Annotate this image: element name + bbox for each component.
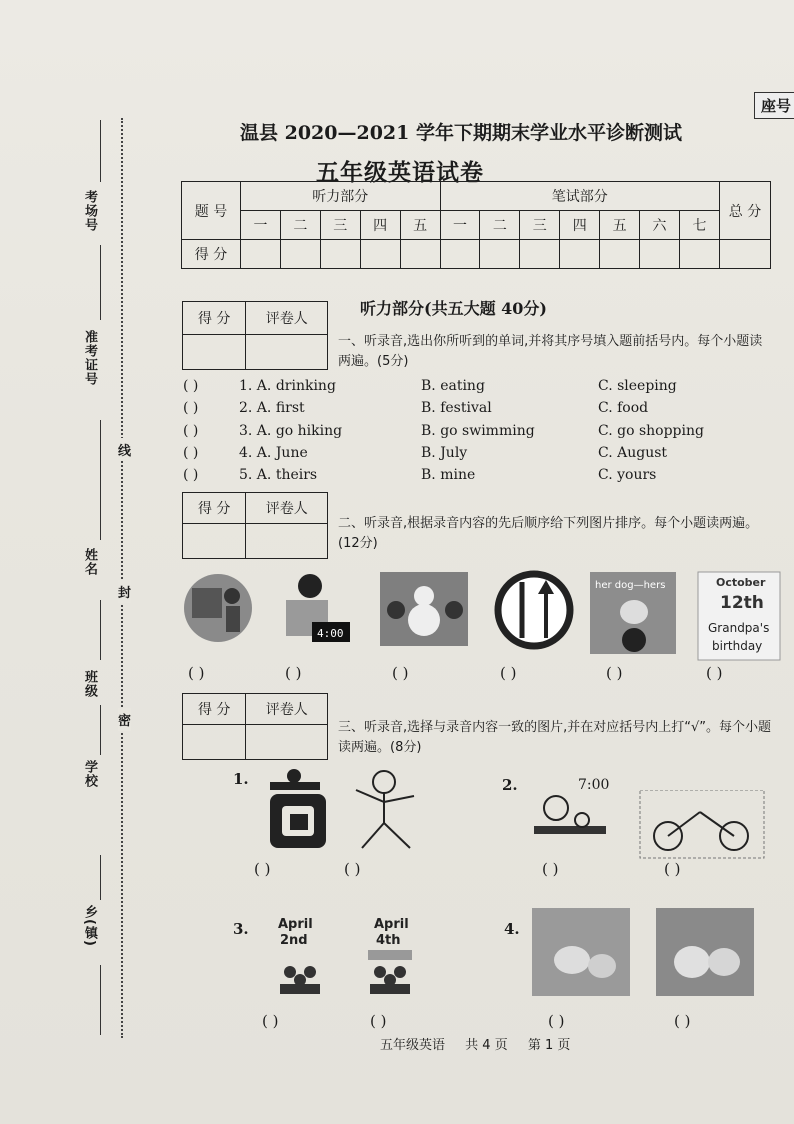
q3-date1-month: April [278, 917, 313, 932]
part2-answer-paren-1[interactable]: ( ) [188, 664, 205, 682]
class-blank [100, 600, 101, 660]
option-a: 1. A. drinking [239, 378, 336, 394]
exam-subtitle: 五年级英语试卷 [316, 159, 484, 186]
score-table-num: 一 [241, 211, 281, 240]
part2-pictures [182, 566, 782, 662]
option-c: C. yours [598, 467, 657, 483]
part3-q4-paren-b[interactable]: ( ) [674, 1012, 691, 1030]
option-b: B. eating [421, 378, 485, 394]
score-table-num: 一 [440, 211, 480, 240]
school-blank [100, 705, 101, 755]
score-cell[interactable] [480, 240, 520, 269]
animals-picture-a [532, 908, 630, 996]
part2-answer-paren-5[interactable]: ( ) [606, 664, 623, 682]
name-label: 姓名 [82, 548, 97, 576]
part3-q4-paren-a[interactable]: ( ) [548, 1012, 565, 1030]
grader-reviewer-cell[interactable] [246, 335, 328, 370]
score-cell[interactable] [560, 240, 600, 269]
footer-page-number: 第 1 页 [527, 1038, 571, 1053]
score-cell[interactable] [720, 240, 771, 269]
exercise-picture [356, 771, 414, 848]
animals-picture-b [656, 908, 754, 996]
part3-q1-paren-a[interactable]: ( ) [254, 860, 271, 878]
page-footer [380, 1034, 586, 1053]
score-table-num: 七 [679, 211, 719, 240]
option-b: B. mine [421, 467, 476, 483]
grader-box-1 [182, 301, 328, 370]
part3-instruction: 三、听录音,选择与录音内容一致的图片,并在对应括号内上打“√”。每个小题读两遍。(8分) [338, 720, 772, 755]
option-c: C. August [598, 445, 668, 461]
score-table-total: 总 分 [720, 182, 771, 240]
listening-section-header: 听力部分(共五大题 40分) [360, 299, 547, 318]
exam-title: 温县 2020—2021 学年下期期末学业水平诊断测试 [240, 122, 682, 144]
q3-date2-month: April [374, 917, 409, 932]
name-blank [100, 420, 101, 540]
grader-reviewer-cell[interactable] [246, 524, 328, 559]
grader-box-2 [182, 492, 328, 559]
part2-instruction: 二、听录音,根据录音内容的先后顺序给下列图片排序。每个小题读两遍。(12分) [338, 516, 759, 551]
option-b: B. go swimming [421, 423, 535, 439]
score-cell[interactable] [280, 240, 320, 269]
grader-score-cell[interactable] [183, 335, 246, 370]
part2-answer-paren-3[interactable]: ( ) [392, 664, 409, 682]
score-cell[interactable] [360, 240, 400, 269]
seal-line-char: 线 [118, 438, 131, 461]
date-april-4th [368, 917, 412, 994]
option-a: 2. A. first [239, 400, 305, 416]
q3-date1-day: 2nd [280, 933, 308, 948]
seal-seal-char: 封 [118, 580, 131, 603]
answer-paren[interactable]: ( ) [183, 423, 199, 439]
calendar-picture [698, 572, 780, 660]
answer-paren[interactable]: ( ) [183, 378, 199, 394]
traffic-sign-picture [498, 574, 570, 646]
part3-q3-paren-a[interactable]: ( ) [262, 1012, 279, 1030]
score-table-listening: 听力部分 [241, 182, 441, 211]
option-c: C. food [598, 400, 649, 416]
part3-q3-paren-b[interactable]: ( ) [370, 1012, 387, 1030]
seat-number-label: 座号 [754, 92, 794, 119]
option-a: 3. A. go hiking [239, 423, 343, 439]
option-a: 5. A. theirs [239, 467, 318, 483]
answer-paren[interactable]: ( ) [183, 400, 199, 416]
part1-instruction: 一、听录音,选出你所听到的单词,并将其序号填入题前括号内。每个小题读两遍。(5分) [338, 334, 763, 369]
grader-reviewer-cell[interactable] [246, 725, 328, 760]
part3-q1-number: 1. [233, 770, 249, 788]
score-cell[interactable] [520, 240, 560, 269]
part3-q2-paren-b[interactable]: ( ) [664, 860, 681, 878]
grader-score-cell[interactable] [183, 524, 246, 559]
score-table-num: 四 [560, 211, 600, 240]
score-table-num: 四 [360, 211, 400, 240]
breakfast-picture [534, 796, 606, 834]
grader-score-label: 得 分 [183, 302, 246, 335]
snowman-picture [380, 572, 468, 646]
score-table [181, 181, 771, 269]
part2-answer-paren-4[interactable]: ( ) [500, 664, 517, 682]
score-table-score-label: 得 分 [182, 240, 241, 269]
score-cell[interactable] [241, 240, 281, 269]
part3-q2-time: 7:00 [578, 777, 610, 793]
option-c: C. sleeping [598, 378, 677, 394]
exam-room-blank [100, 120, 101, 182]
part3-q1-paren-b[interactable]: ( ) [344, 860, 361, 878]
ticket-blank [100, 245, 101, 320]
part3-q4-number: 4. [504, 920, 520, 938]
grader-reviewer-label: 评卷人 [246, 694, 328, 725]
town-blank [100, 855, 101, 900]
score-table-num: 三 [320, 211, 360, 240]
town-label: 乡(镇) [82, 905, 97, 947]
q3-date2-day: 4th [376, 933, 401, 948]
part3-q2-number: 2. [502, 776, 518, 794]
option-b: B. festival [421, 400, 492, 416]
chinese-seal-picture [270, 769, 326, 848]
score-table-num: 三 [520, 211, 560, 240]
part3-q2-paren-a[interactable]: ( ) [542, 860, 559, 878]
bicycle-picture [640, 790, 764, 858]
grader-box-3 [182, 693, 328, 760]
score-cell[interactable] [600, 240, 640, 269]
answer-paren[interactable]: ( ) [183, 445, 199, 461]
score-table-num: 五 [600, 211, 640, 240]
score-cell[interactable] [320, 240, 360, 269]
footer-subject: 五年级英语 [380, 1038, 446, 1053]
reading-picture [286, 574, 350, 642]
score-cell[interactable] [400, 240, 440, 269]
part2-answer-paren-6[interactable]: ( ) [706, 664, 723, 682]
option-b: B. July [421, 445, 468, 461]
school-label: 学校 [82, 760, 97, 788]
class-label: 班级 [82, 670, 97, 698]
score-table-num: 二 [480, 211, 520, 240]
score-table-num: 五 [400, 211, 440, 240]
grader-reviewer-label: 评卷人 [246, 302, 328, 335]
option-a: 4. A. June [239, 445, 308, 461]
score-cell[interactable] [679, 240, 719, 269]
dog-picture [590, 572, 676, 654]
grader-reviewer-label: 评卷人 [246, 493, 328, 524]
score-table-writing: 笔试部分 [440, 182, 719, 211]
score-table-col-title: 题 号 [182, 182, 241, 240]
score-table-num: 二 [280, 211, 320, 240]
dog-caption: her dog—hers [595, 580, 666, 591]
clock-text: 4:00 [317, 627, 344, 640]
score-table-num: 六 [640, 211, 680, 240]
calendar-month: October [716, 576, 766, 589]
part3-q4-pictures [532, 908, 754, 1000]
calendar-note-2: birthday [712, 639, 763, 653]
part3-q3-number: 3. [233, 920, 249, 938]
footer-total-pages: 共 4 页 [465, 1038, 508, 1053]
calendar-day: 12th [720, 593, 764, 613]
town-blank-2 [100, 965, 101, 1035]
grader-score-label: 得 分 [183, 493, 246, 524]
part3-q1-pictures [264, 768, 424, 854]
binding-dotted-line [121, 118, 123, 1038]
date-april-2nd [278, 917, 320, 994]
shopping-picture [184, 574, 252, 642]
grader-score-label: 得 分 [183, 694, 246, 725]
exam-room-label: 考场号 [82, 190, 97, 232]
part3-q2-pictures [528, 790, 768, 860]
score-cell[interactable] [640, 240, 680, 269]
seal-secret-char: 密 [118, 708, 131, 731]
part3-q3-pictures [262, 914, 422, 1000]
ticket-number-label: 准考证号 [82, 330, 97, 386]
score-cell[interactable] [440, 240, 480, 269]
calendar-note-1: Grandpa's [708, 621, 770, 635]
answer-paren[interactable]: ( ) [183, 467, 199, 483]
part2-answer-paren-2[interactable]: ( ) [285, 664, 302, 682]
grader-score-cell[interactable] [183, 725, 246, 760]
option-c: C. go shopping [598, 423, 704, 439]
